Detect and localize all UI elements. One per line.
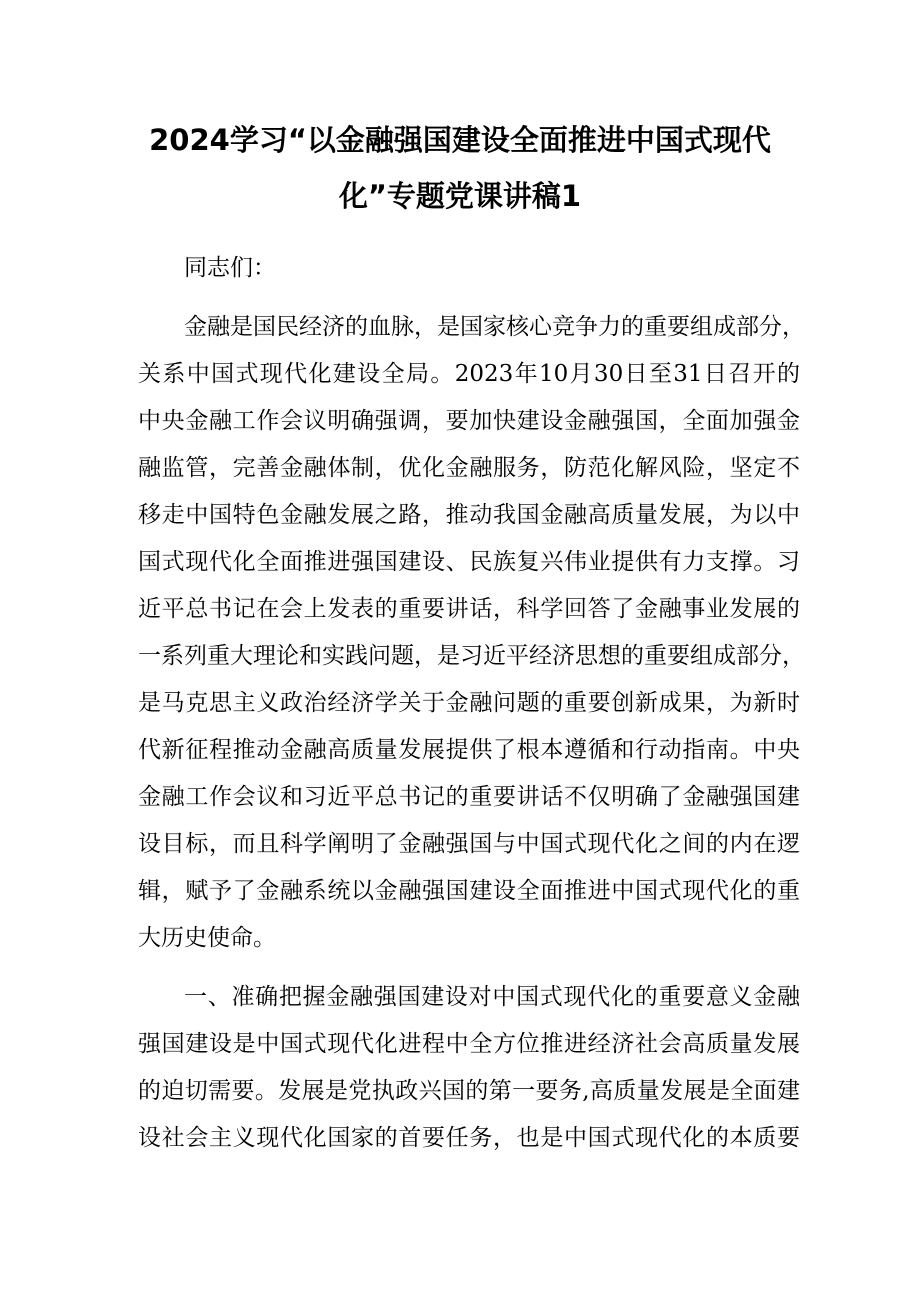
paragraph-1-line: 近平总书记在会上发表的重要讲话，科学回答了金融事业发展的 [138,596,800,622]
paragraph-1-line: 国式现代化全面推进强国建设、民族复兴伟业提供有力支撑。习 [138,549,800,575]
paragraph-1-line: 中央金融工作会议明确强调，要加快建设金融强国，全面加强金 [138,408,800,434]
salutation: 同志们： [184,255,276,281]
paragraph-1-line: 关系中国式现代化建设全局。2023年10月30日至31日召开的 [138,361,800,387]
document-title [120,112,800,224]
paragraph-1-line: 辑，赋予了金融系统以金融强国建设全面推进中国式现代化的重 [138,878,800,904]
paragraph-1-line: 是马克思主义政治经济学关于金融问题的重要创新成果，为新时 [138,690,800,716]
paragraph-1-line: 大历史使命。 [138,925,276,951]
paragraph-1 [138,304,805,962]
paragraph-1-line: 金融是国民经济的血脉，是国家核心竞争力的重要组成部分， [184,314,805,340]
document-body [138,245,805,1162]
paragraph-1-line: 金融工作会议和习近平总书记的重要讲话不仅明确了金融强国建 [138,784,800,810]
paragraph-2-line: 设社会主义现代化国家的首要任务，也是中国式现代化的本质要 [138,1125,800,1151]
paragraph-2-line: 强国建设是中国式现代化进程中全方位推进经济社会高质量发展 [138,1031,800,1057]
paragraph-spacer [138,962,800,974]
paragraph-1-line: 移走中国特色金融发展之路，推动我国金融高质量发展，为以中 [138,502,800,528]
paragraph-2 [138,974,800,1162]
paragraph-1-line: 一系列重大理论和实践问题，是习近平经济思想的重要组成部分， [138,643,805,669]
paragraph-spacer [138,292,800,304]
title-line-2: 化”专题党课讲稿1 [338,179,582,213]
paragraph-1-line: 融监管，完善金融体制，优化金融服务，防范化解风险，坚定不 [138,455,800,481]
paragraph-1-line: 设目标，而且科学阐明了金融强国与中国式现代化之间的内在逻 [138,831,800,857]
title-line-1: 2024学习“以金融强国建设全面推进中国式现代 [149,123,771,157]
paragraph-2-line: 的迫切需要。发展是党执政兴国的第一要务,高质量发展是全面建 [138,1078,800,1104]
paragraph-2-line: 一、准确把握金融强国建设对中国式现代化的重要意义金融 [184,984,800,1010]
paragraph-1-line: 代新征程推动金融高质量发展提供了根本遵循和行动指南。中央 [138,737,800,763]
